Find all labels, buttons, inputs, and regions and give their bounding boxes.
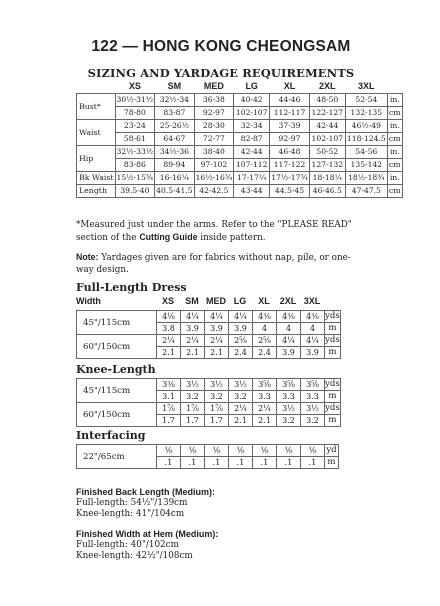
- size-head: 2XL: [319, 81, 336, 92]
- unit-cell: yd: [326, 445, 337, 455]
- yardage-cell: 3.8: [157, 323, 181, 335]
- sizing-cell: 83-86: [115, 158, 155, 171]
- fabric-width-label: 22"/65cm: [77, 445, 157, 469]
- sizing-table: [76, 80, 403, 198]
- yardage-cell: 3.2: [205, 391, 229, 403]
- sizing-cell: 83-87: [155, 106, 194, 119]
- yardage-cell: 2.1: [253, 415, 277, 427]
- yardage-cell: 3⅜: [157, 379, 181, 391]
- yardage-cell: 3.9: [277, 347, 301, 359]
- yardage-cell: 2¼: [253, 403, 277, 415]
- unit-cell: in.: [387, 171, 402, 184]
- yardage-cell: 2¼: [205, 335, 229, 347]
- yardage-cell: 3.9: [181, 323, 205, 335]
- yardage-cell: 4: [253, 323, 277, 335]
- sizing-cell: 37-39: [270, 119, 310, 132]
- yardage-row: [77, 335, 341, 347]
- unit-cell: m: [325, 323, 341, 335]
- yardage-cell: 1⅞: [181, 403, 205, 415]
- yardage-cell: 3.3: [301, 391, 325, 403]
- unit-cell: cm: [388, 108, 401, 117]
- yardage-cell: 3½: [181, 379, 205, 391]
- sizing-cell: 23-24: [115, 119, 155, 132]
- sizing-cell: 117-122: [270, 158, 310, 171]
- sizing-cell: 82-87: [234, 132, 270, 145]
- sizing-cell: 58-61: [115, 132, 155, 145]
- sizing-cell: 47-47.5: [345, 184, 387, 197]
- sizing-cell: 89-94: [155, 158, 194, 171]
- unit-cell: in.: [387, 119, 402, 132]
- yardage-cell: 3.1: [157, 391, 181, 403]
- measure-note: *Measured just under the arms. Refer to the "PLEASE READ" section of the Cutting Guide inside pattern.: [76, 220, 352, 243]
- yardage-cell: 3.3: [253, 391, 277, 403]
- yardage-cell: 2¼: [229, 403, 253, 415]
- fabric-width-label: 45"/115cm: [77, 379, 157, 403]
- sizing-row-label: Waist: [77, 119, 116, 145]
- yardage-cell: 4⅜: [301, 311, 325, 323]
- yardage-cell: ⅛: [181, 445, 205, 457]
- sizing-cell: 43-44: [234, 184, 270, 197]
- knee-length-title: Knee-Length: [76, 363, 156, 376]
- unit-cell: yds: [325, 311, 340, 321]
- size-head: LG: [245, 81, 258, 92]
- yardage-cell: 4¼: [229, 311, 253, 323]
- sizing-row: [77, 158, 403, 171]
- full-length-title: Full-Length Dress: [76, 281, 187, 294]
- unit-cell: in.: [387, 145, 402, 158]
- yardage-cell: 4⅛: [157, 311, 181, 323]
- sizing-row-label: Bk Waist: [77, 171, 116, 184]
- yardage-cell: .1: [181, 457, 205, 469]
- size-head: XS: [161, 296, 174, 306]
- sizing-cell: 102-107: [234, 106, 270, 119]
- unit-cell: yds: [325, 379, 340, 389]
- yardage-row: [77, 445, 339, 457]
- size-head: MED: [206, 296, 226, 306]
- yardage-cell: 2.4: [229, 347, 253, 359]
- sizing-cell: 72-77: [194, 132, 234, 145]
- yardage-cell: 2.1: [181, 347, 205, 359]
- sizing-cell: 25-26½: [155, 119, 194, 132]
- sizing-cell: 112-117: [270, 106, 310, 119]
- size-head: 2XL: [279, 296, 297, 306]
- unit-cell: m: [325, 415, 341, 427]
- sizing-cell: 40-42: [234, 93, 270, 106]
- yardage-cell: 4¼: [301, 335, 325, 347]
- yardage-cell: ⅛: [157, 445, 181, 457]
- size-head: XL: [258, 296, 270, 306]
- knee-length-table: [76, 378, 341, 427]
- sizing-cell: 46½-49: [345, 119, 387, 132]
- sizing-cell: 102-107: [309, 132, 345, 145]
- sizing-cell: 127-132: [309, 158, 345, 171]
- unit-cell: cm: [388, 134, 401, 143]
- yardage-cell: 1⅞: [205, 403, 229, 415]
- sizing-cell: 54-56: [345, 145, 387, 158]
- unit-cell: cm: [388, 186, 401, 195]
- yardage-cell: 4¼: [277, 335, 301, 347]
- sizing-cell: 64-67: [155, 132, 194, 145]
- yardage-cell: 3.2: [181, 391, 205, 403]
- yardage-cell: 2.1: [205, 347, 229, 359]
- unit-cell: yds: [325, 335, 340, 345]
- sizing-cell: 42-42.5: [194, 184, 234, 197]
- yardage-cell: 3⅝: [301, 379, 325, 391]
- yardage-column-heads: [76, 296, 366, 308]
- yardage-cell: 3.9: [229, 323, 253, 335]
- sizing-cell: 28-30: [194, 119, 234, 132]
- sizing-row-label: Hip: [77, 145, 116, 171]
- sizing-cell: 92-97: [194, 106, 234, 119]
- sizing-cell: 30½-31½: [116, 95, 154, 104]
- yardage-cell: 3½: [277, 403, 301, 415]
- sizing-cell: 42-44: [309, 119, 345, 132]
- yardage-cell: 4¼: [181, 311, 205, 323]
- sizing-row: [77, 145, 403, 158]
- sizing-cell: 44-46: [270, 93, 310, 106]
- yardage-cell: 3⅝: [253, 379, 277, 391]
- yardage-cell: 3.9: [301, 347, 325, 359]
- yardage-cell: ⅛: [205, 445, 229, 457]
- sizing-cell: 16-16¼: [155, 171, 194, 184]
- size-head: SM: [167, 81, 182, 92]
- sizing-cell: 78-80: [115, 106, 155, 119]
- yardage-cell: 4⅜: [277, 311, 301, 323]
- yardage-note: Note: Yardages given are for fabrics without nap, pile, or one-way design.: [76, 252, 351, 275]
- sizing-cell: 32-34: [234, 119, 270, 132]
- unit-cell: m: [325, 457, 339, 469]
- sizing-cell: 107-112: [234, 158, 270, 171]
- yardage-cell: .1: [205, 457, 229, 469]
- yardage-cell: ⅛: [301, 445, 325, 457]
- sizing-cell: 32½-34: [155, 93, 194, 106]
- sizing-row: [77, 132, 403, 145]
- yardage-cell: .1: [253, 457, 277, 469]
- sizing-cell: 92-97: [270, 132, 310, 145]
- sizing-cell: 34½-36: [155, 145, 194, 158]
- yardage-cell: 2¼: [157, 335, 181, 347]
- size-head: SM: [185, 296, 199, 306]
- yardage-cell: 1.7: [157, 415, 181, 427]
- unit-cell: m: [325, 391, 341, 403]
- yardage-cell: 3½: [229, 379, 253, 391]
- yardage-cell: 3.2: [229, 391, 253, 403]
- fabric-width-label: 60"/150cm: [77, 335, 157, 359]
- sizing-cell: 44.5-45: [270, 184, 310, 197]
- sizing-row: [77, 93, 403, 106]
- sizing-cell: 48-50: [309, 93, 345, 106]
- yardage-cell: .1: [301, 457, 325, 469]
- yardage-cell: 3.9: [205, 323, 229, 335]
- yardage-cell: ⅛: [229, 445, 253, 457]
- yardage-cell: 2.1: [157, 347, 181, 359]
- sizing-header-row: [77, 80, 403, 93]
- yardage-cell: 1.7: [181, 415, 205, 427]
- yardage-cell: ⅛: [253, 445, 277, 457]
- size-head: 3XL: [358, 81, 375, 92]
- size-head: XL: [283, 81, 296, 92]
- sizing-cell: 36-38: [194, 93, 234, 106]
- sizing-cell: 32½-33½: [116, 147, 154, 156]
- interfacing-table: [76, 444, 339, 469]
- yardage-cell: 2⅝: [253, 335, 277, 347]
- sizing-cell: 135-142: [345, 158, 387, 171]
- sizing-cell: 118-124.5: [346, 134, 386, 143]
- fabric-width-label: 45"/115cm: [77, 311, 157, 335]
- yardage-cell: 4: [277, 323, 301, 335]
- sizing-row: [77, 171, 403, 184]
- yardage-cell: .1: [277, 457, 301, 469]
- yardage-cell: 3½: [205, 379, 229, 391]
- sizing-cell: 17½-17¾: [271, 173, 308, 182]
- sizing-row-label: Length: [77, 184, 116, 197]
- sizing-cell: 46-48: [270, 145, 310, 158]
- yardage-cell: 3.3: [277, 391, 301, 403]
- sizing-cell: 42-44: [234, 145, 270, 158]
- unit-cell: in.: [387, 93, 402, 106]
- sizing-cell: 122-127: [309, 106, 345, 119]
- sizing-row-label: Bust*: [77, 93, 116, 119]
- sizing-cell: 40.5-41.5: [156, 186, 193, 195]
- size-head: LG: [233, 296, 247, 306]
- sizing-cell: 38-40: [194, 145, 234, 158]
- yardage-cell: .1: [157, 457, 181, 469]
- yardage-cell: 3.2: [301, 415, 325, 427]
- fabric-width-label: 60"/150cm: [77, 403, 157, 427]
- sizing-cell: 132-135: [345, 106, 387, 119]
- finished-width-hem: Finished Width at Hem (Medium): Full-length: 40"/102cm Knee-length: 42½"/108cm: [76, 529, 219, 561]
- sizing-cell: 52-54: [345, 93, 387, 106]
- sizing-cell: 50-52: [309, 145, 345, 158]
- sizing-cell: 18½-18¾: [345, 171, 387, 184]
- yardage-cell: 1.7: [205, 415, 229, 427]
- sizing-cell: 97-102: [194, 158, 234, 171]
- sizing-cell: 46-46.5: [309, 184, 345, 197]
- yardage-row: [77, 311, 341, 323]
- sizing-title: SIZING AND YARDAGE REQUIREMENTS: [87, 66, 355, 80]
- yardage-cell: 4: [301, 323, 325, 335]
- interfacing-title: Interfacing: [76, 429, 146, 442]
- yardage-cell: 3.2: [277, 415, 301, 427]
- unit-cell: m: [325, 347, 341, 359]
- yardage-cell: 2.1: [229, 415, 253, 427]
- yardage-cell: .1: [229, 457, 253, 469]
- yardage-cell: 4¼: [205, 311, 229, 323]
- sizing-cell: 17-17¼: [234, 171, 270, 184]
- yardage-cell: 4⅜: [253, 311, 277, 323]
- sizing-row: [77, 106, 403, 119]
- yardage-cell: 2⅝: [229, 335, 253, 347]
- full-length-table: [76, 310, 341, 359]
- yardage-cell: 2.4: [253, 347, 277, 359]
- yardage-cell: 2¼: [181, 335, 205, 347]
- yardage-cell: 1⅞: [157, 403, 181, 415]
- unit-cell: cm: [388, 160, 401, 169]
- sizing-cell: 18-18¼: [309, 171, 345, 184]
- sizing-row: [77, 184, 403, 197]
- width-head: Width: [76, 296, 101, 306]
- yardage-row: [77, 379, 341, 391]
- sizing-body: [77, 93, 403, 197]
- size-head: XS: [128, 81, 141, 92]
- sizing-cell: 15½-15¾: [116, 173, 154, 182]
- size-head: MED: [203, 81, 224, 92]
- yardage-row: [77, 403, 341, 415]
- sizing-cell: 16½-16¾: [195, 173, 233, 182]
- yardage-cell: 3½: [301, 403, 325, 415]
- sizing-cell: 39.5-40: [115, 184, 155, 197]
- yardage-cell: ⅛: [277, 445, 301, 457]
- size-head: 3XL: [303, 296, 321, 306]
- finished-back-length: Finished Back Length (Medium): Full-length: 54½"/139cm Knee-length: 41"/104cm: [76, 487, 216, 519]
- page-title: 122 — HONG KONG CHEONGSAM: [91, 38, 351, 55]
- yardage-cell: 3⅝: [277, 379, 301, 391]
- unit-cell: yds: [325, 403, 340, 413]
- sizing-row: [77, 119, 403, 132]
